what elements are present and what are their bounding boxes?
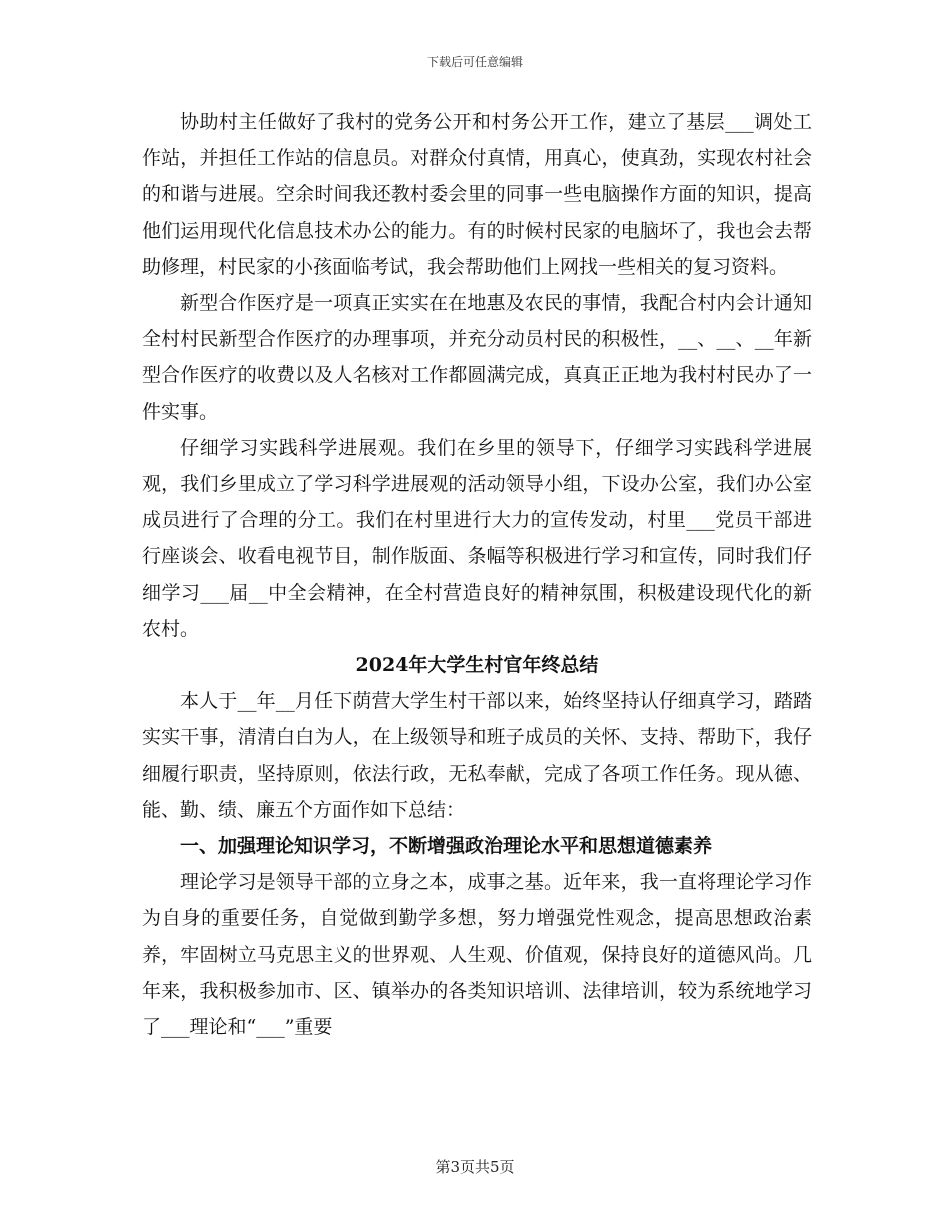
page-header: 下载后可任意编辑 xyxy=(426,55,523,69)
paragraph-theory-study: 理论学习是领导干部的立身之本，成事之基。近年来，我一直将理论学习作为自身的重要任务，自觉做到勤学多想，努力增强党性观念，提高思想政治素养，牢固树立马克思主义的世界观、人生观、价值观，保持良好的道德风尚。几年来，我积极参加市、区、镇举办的各类知识培训、法律培训，较为系统地学习了___理论和“___”重要 xyxy=(142,871,812,1039)
paragraph-scientific-development: 仔细学习实践科学进展观。我们在乡里的领导下，仔细学习实践科学进展观，我们乡里成立了学习科学进展观的活动领导小组，下设办公室，我们办公室成员进行了合理的分工。我们在村里进行大力的宣传发动，村里___党员干部进行座谈会、收看电视节目，制作版面、条幅等积极进行学习和宣传，同时我们仔细学习___届__中全会精神，在全村营造良好的精神氛围，积极建设现代化的新农村。 xyxy=(142,436,812,640)
document-body xyxy=(142,104,812,1045)
document-title: 2024年大学生村官年终总结 xyxy=(355,654,599,677)
paragraph-introduction: 本人于__年__月任下荫营大学生村干部以来，始终坚持认仔细真学习，踏踏实实干事，清清白白为人，在上级领导和班子成员的关怀、支持、帮助下，我仔细履行职责，坚持原则，依法行政，无私奉献，完成了各项工作任务。现从德、能、勤、绩、廉五个方面作如下总结： xyxy=(142,690,812,821)
paragraph-party-affairs: 协助村主任做好了我村的党务公开和村务公开工作，建立了基层___调处工作站，并担任工作站的信息员。对群众付真情，用真心，使真劲，实现农村社会的和谐与进展。空余时间我还教村委会里的同事一些电脑操作方面的知识，提高他们运用现代化信息技术办公的能力。有的时候村民家的电脑坏了，我也会去帮助修理，村民家的小孩面临考试，我会帮助他们上网找一些相关的复习资料。 xyxy=(142,111,812,278)
page-footer: 第3页共5页 xyxy=(435,1158,515,1176)
paragraph-cooperative-medical: 新型合作医疗是一项真正实实在在地惠及农民的事情，我配合村内会计通知全村村民新型合作医疗的办理事项，并充分动员村民的积极性，__、__、__年新型合作医疗的收费以及人名核对工作都圆满完成，真真正正地为我村村民办了一件实事。 xyxy=(142,292,812,423)
section-heading-theory-study: 一、加强理论知识学习，不断增强政治理论水平和思想道德素养 xyxy=(180,835,713,858)
